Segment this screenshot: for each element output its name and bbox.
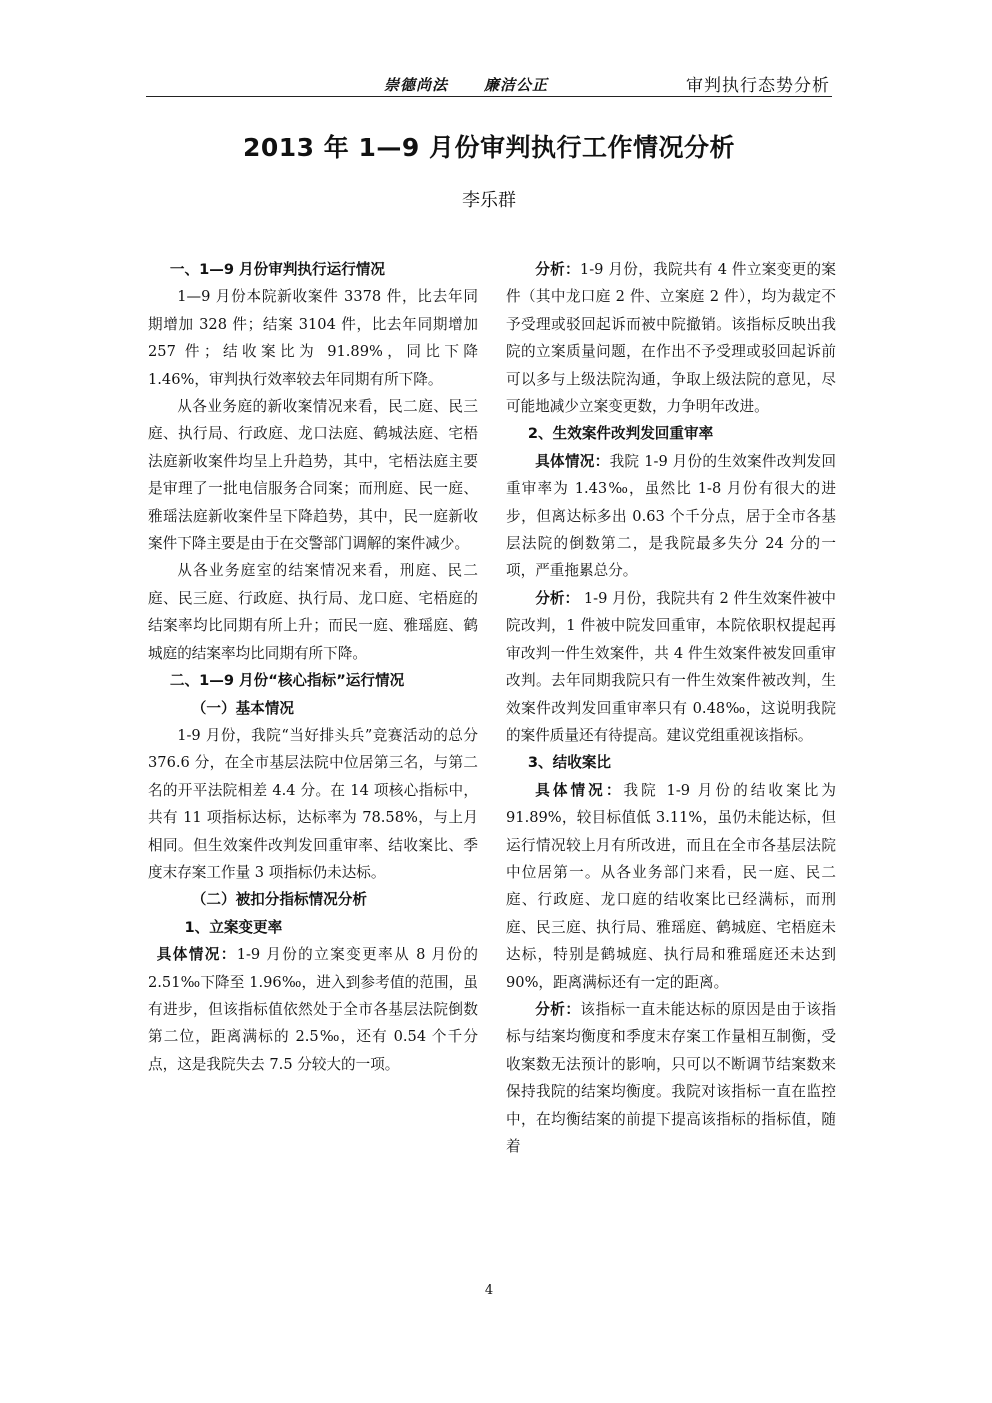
paragraph-label: 分析： bbox=[535, 1000, 581, 1018]
paragraph: 从各业务庭室的结案情况来看，刑庭、民二庭、民三庭、行政庭、执行局、龙口庭、宅梧庭的结案率均比同期有所上升；而民一庭、雅瑶庭、鹤城庭的结案率均比同期有所下降。 bbox=[148, 562, 478, 662]
paragraph-text: 1-9 月份，我院共有 2 件生效案件被中院改判，1 件被中院发回重审，本院依职权提起再审改判一件生效案件，共 4 件生效案件被发回重审改判。去年同期我院只有一件生效案件被改判，生效案件改判发回重审率只有 0.48‰，这说明我院的案件质量还有待提高。建议党组重视该指标。 bbox=[506, 589, 836, 744]
paragraph-text: 我院 1-9 月份的生效案件改判发回重审率为 1.43‰，虽然比 1-8 月份有很大的进步，但离达标多出 0.63 个千分点，居于全市各基层法院的倒数第二，是我院最多失分 24 分的一项，严重拖累总分。 bbox=[506, 452, 836, 580]
paragraph-label: 具体情况： bbox=[535, 781, 624, 799]
item-heading: 1、立案变更率 bbox=[184, 918, 283, 936]
paragraph: 1-9 月份，我院“当好排头兵”竞赛活动的总分 376.6 分，在全市基层法院中位居第三名，与第二名的开平法院相差 4.4 分。在 14 项核心指标中，共有 11 项指标达标，达标率为 78.58%，与上月相同。但生效案件改判发回重审率、结收案比、季度末存案工作量 3 项指标仍未达标。 bbox=[148, 726, 478, 881]
page-number: 4 bbox=[484, 1283, 494, 1298]
motto-right: 廉洁公正 bbox=[484, 76, 549, 94]
motto-left: 崇德尚法 bbox=[384, 76, 449, 94]
left-column bbox=[148, 256, 478, 1078]
paragraph-text: 1-9 月份，我院共有 4 件立案变更的案件（其中龙口庭 2 件、立案庭 2 件），均为裁定不予受理或驳回起诉而被中院撤销。该指标反映出我院的立案质量问题，在作出不予受理或驳回起诉前可以多与上级法院沟通，争取上级法院的意见，尽可能地减少立案变更数，力争明年改进。 bbox=[506, 261, 836, 416]
paragraph bbox=[148, 941, 478, 1078]
paragraph: 从各业务庭的新收案情况来看，民二庭、民三庭、执行局、行政庭、龙口法庭、鹤城法庭、宅梧法庭新收案件均呈上升趋势，其中，宅梧法庭主要是审理了一批电信服务合同案；而刑庭、民一庭、雅瑶法庭新收案件呈下降趋势，其中，民一庭新收案件下降主要是由于在交警部门调解的案件减少。 bbox=[148, 398, 478, 553]
item-heading: 3、结收案比 bbox=[527, 754, 612, 772]
paragraph bbox=[506, 996, 836, 1160]
section-heading: 一、1—9 月份审判执行运行情况 bbox=[169, 261, 385, 278]
paragraph-label: 分析： bbox=[535, 261, 580, 278]
subsection-heading: （二）被扣分指标情况分析 bbox=[191, 891, 367, 909]
header-section-name: 审判执行态势分析 bbox=[686, 76, 830, 96]
paragraph-label: 分析： bbox=[535, 589, 580, 607]
header-motto bbox=[384, 74, 584, 95]
paragraph bbox=[506, 585, 836, 749]
paragraph-text: 该指标一直未能达标的原因是由于该指标与结案均衡度和季度末存案工作量相互制衡，受收案数无法预计的影响，只可以不断调节结案数来保持我院的结案均衡度。我院对该指标一直在监控中，在均衡结案的前提下提高该指标的指标值，随着 bbox=[506, 1000, 836, 1155]
subsection-heading: （一）基本情况 bbox=[191, 699, 294, 717]
paragraph-text: 1-9 月份的立案变更率从 8 月份的 2.51‰下降至 1.96‰，进入到参考值的范围，虽有进步，但该指标值依然处于全市各基层法院倒数第二位，距离满标的 2.5‰，还有 0.54 个千分点，这是我院失去 7.5 分较大的一项。 bbox=[148, 946, 478, 1073]
item-heading: 2、生效案件改判发回重审率 bbox=[527, 425, 714, 443]
paragraph bbox=[506, 777, 836, 996]
paragraph: 1—9 月份本院新收案件 3378 件，比去年同期增加 328 件；结案 3104 件，比去年同期增加 257 件；结收案比为 91.89%，同比下降 1.46%，审判执行效率较去年同期有所下降。 bbox=[148, 288, 478, 388]
paragraph-label: 具体情况： bbox=[535, 452, 610, 470]
right-column bbox=[506, 256, 836, 1160]
article-title: 2013 年 1—9 月份审判执行工作情况分析 bbox=[243, 133, 735, 162]
paragraph bbox=[506, 448, 836, 585]
paragraph-text: 我院 1-9 月份的结收案比为 91.89%，较目标值低 3.11%，虽仍未能达标，但运行情况较上月有所改进，而且在全市各基层法院中位居第一。从各业务部门来看，民一庭、民二庭、行政庭、龙口庭的结收案比已经满标，而刑庭、民三庭、执行局、雅瑶庭、鹤城庭、宅梧庭未达标，特别是鹤城庭、执行局和雅瑶庭还未达到 90%，距离满标还有一定的距离。 bbox=[506, 781, 836, 991]
article-author: 李乐群 bbox=[462, 190, 516, 211]
section-heading: 二、1—9 月份“核心指标”运行情况 bbox=[169, 672, 405, 690]
paragraph bbox=[506, 256, 836, 420]
running-header bbox=[146, 66, 832, 97]
paragraph-label: 具体情况： bbox=[156, 946, 237, 964]
